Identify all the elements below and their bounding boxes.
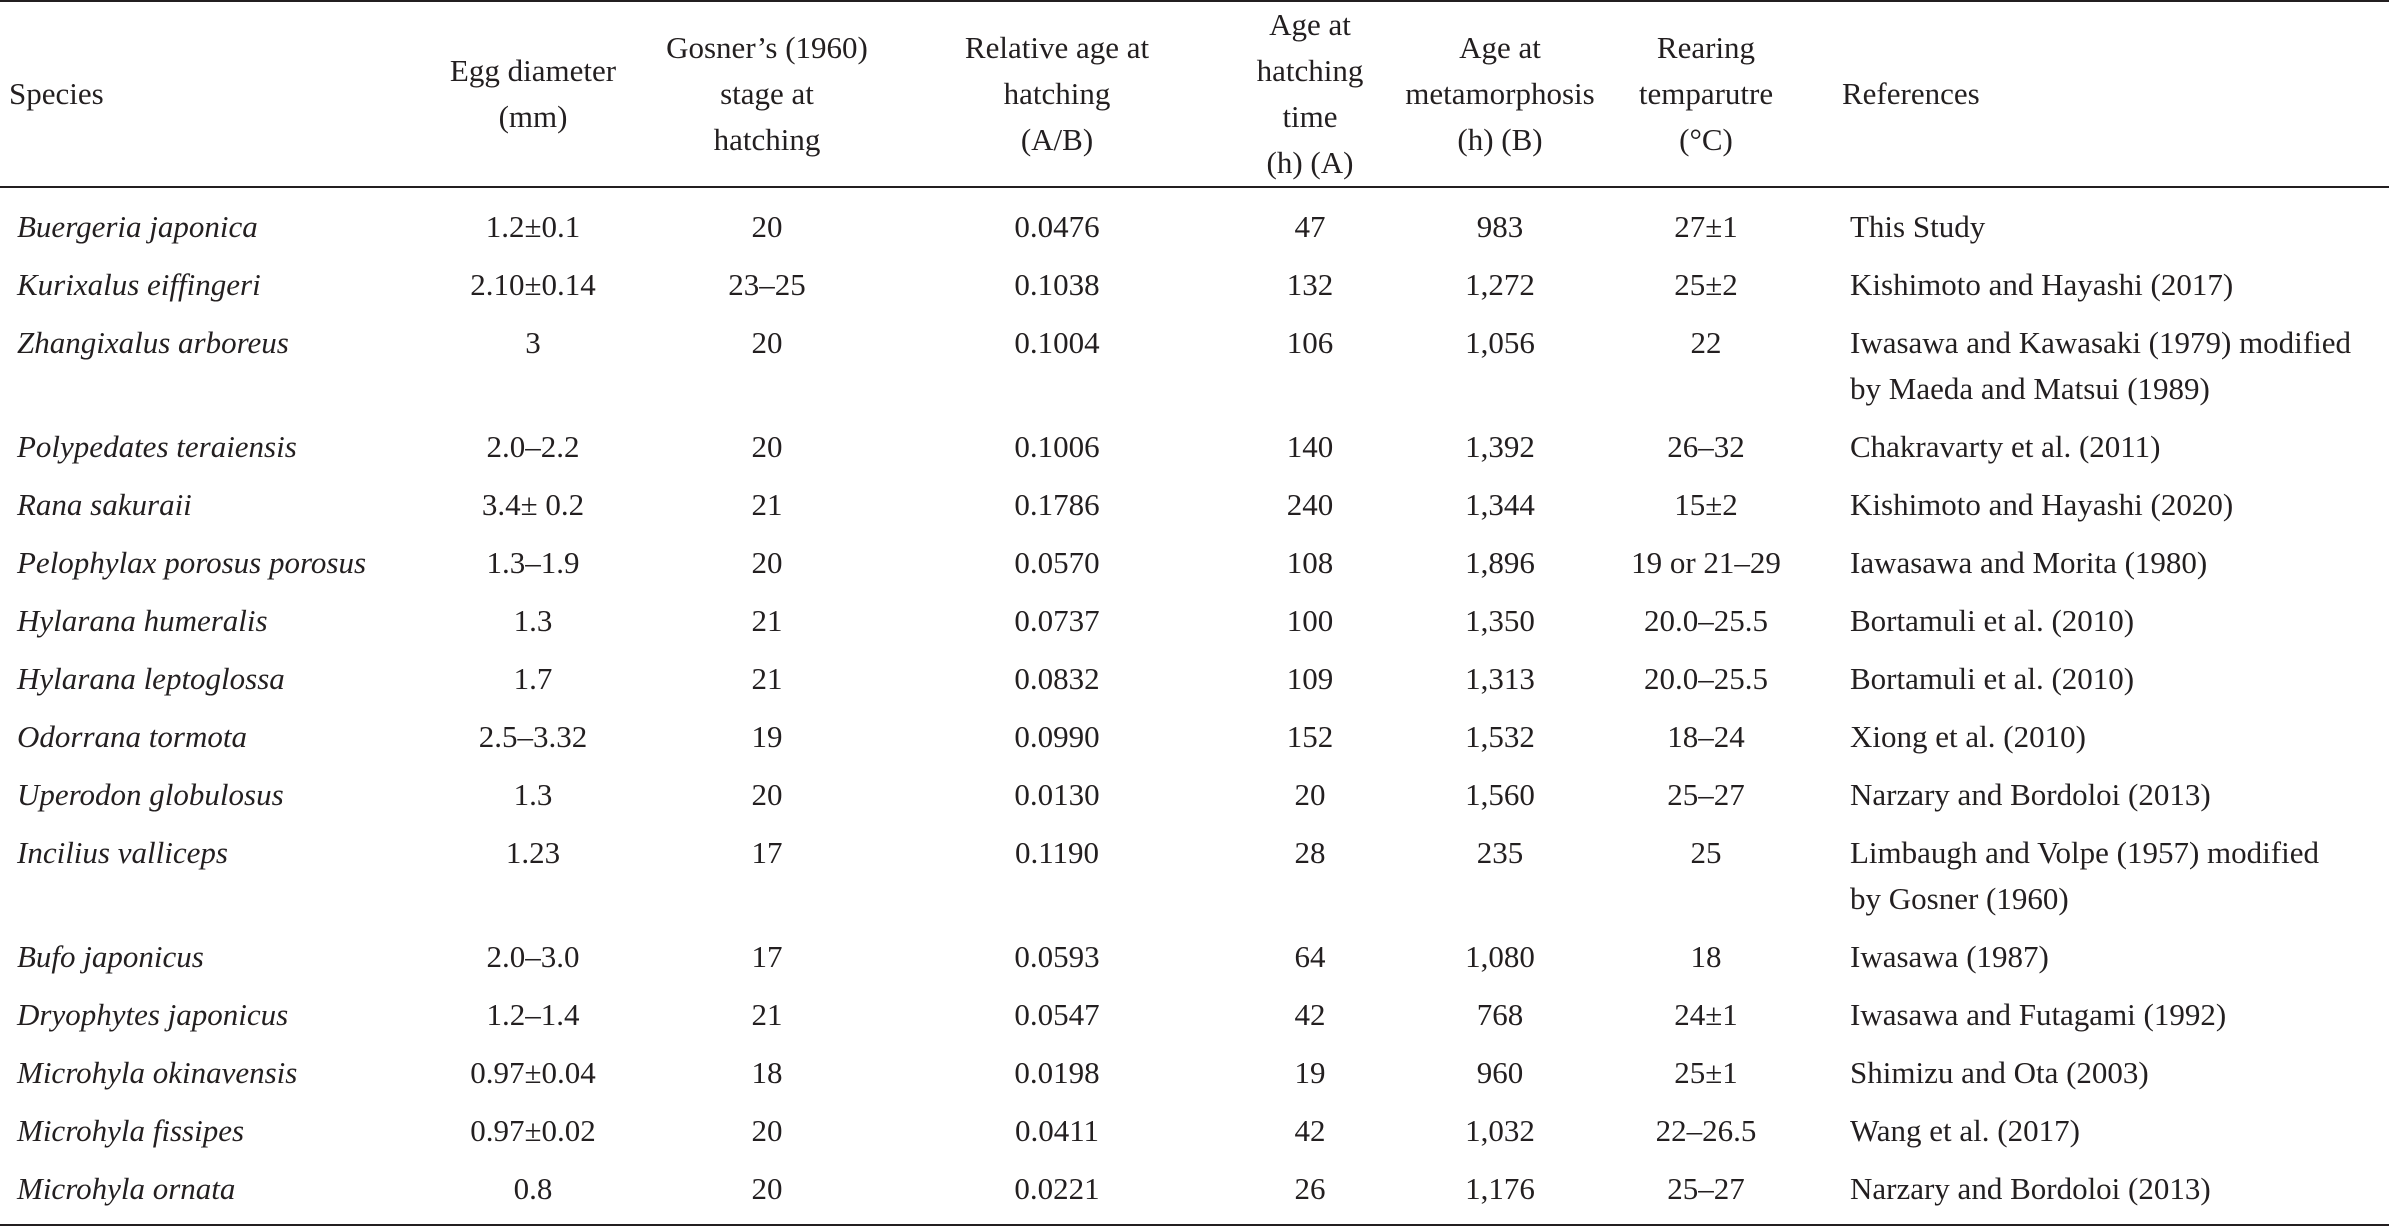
reference-line: Shimizu and Ota (2003)	[1850, 1055, 2149, 1090]
cell-relative-age: 0.0737	[1014, 603, 1100, 638]
cell-relative-age: 0.0832	[1014, 661, 1100, 696]
header-line: metamorphosis	[1405, 76, 1595, 111]
cell-gosner-stage: 20	[751, 777, 783, 812]
cell-species: Microhyla okinavensis	[17, 1055, 298, 1090]
cell-rearing-temperature: 18–24	[1667, 719, 1745, 754]
cell-relative-age: 0.0570	[1014, 545, 1100, 580]
cell-gosner-stage: 21	[751, 603, 783, 638]
header-line: Species	[9, 76, 104, 111]
cell-species: Dryophytes japonicus	[17, 997, 289, 1032]
header-relative-age	[892, 1, 1222, 187]
cell-relative-age: 0.1786	[1014, 487, 1100, 522]
cell-references	[1810, 1050, 2389, 1108]
cell-hatching-age: 47	[1294, 209, 1326, 244]
cell-species: Microhyla ornata	[0, 1166, 424, 1225]
cell-species: Buergeria japonica	[17, 209, 258, 244]
header-line: Relative age at	[964, 30, 1150, 65]
cell-rearing-temperature: 22–26.5	[1655, 1113, 1757, 1148]
cell-egg-diameter: 0.97±0.04	[470, 1055, 596, 1090]
cell-rearing-temperature: 15±2	[1674, 487, 1738, 522]
cell-metamorphosis-age: 1,350	[1465, 603, 1535, 638]
cell-references	[1810, 320, 2389, 424]
header-line: stage at	[720, 76, 814, 111]
table-row	[0, 262, 2389, 320]
reference-line: Iwasawa and Kawasaki (1979) modified	[1850, 325, 2351, 360]
cell-relative-age: 0.1006	[1014, 429, 1100, 464]
cell-egg-diameter: 1.3	[513, 603, 553, 638]
reference-line: by Maeda and Matsui (1989)	[1850, 371, 2210, 406]
cell-rearing-temperature: 24±1	[1674, 997, 1738, 1032]
cell-hatching-age: 28	[1294, 835, 1326, 870]
cell-gosner-stage: 21	[751, 487, 783, 522]
header-line: References	[1842, 76, 1980, 111]
cell-egg-diameter: 2.0–3.0	[486, 939, 580, 974]
cell-egg-diameter: 0.97±0.02	[470, 1113, 596, 1148]
cell-references	[1810, 772, 2389, 830]
cell-species: Odorrana tormota	[17, 719, 247, 754]
reference-line: Chakravarty et al. (2011)	[1850, 429, 2161, 464]
reference-line: Kishimoto and Hayashi (2020)	[1850, 487, 2234, 522]
table-row	[0, 830, 2389, 934]
cell-gosner-stage: 17	[751, 835, 783, 870]
cell-relative-age: 0.0198	[1014, 1055, 1100, 1090]
table-row	[0, 482, 2389, 540]
reference-line: Narzary and Bordoloi (2013)	[1850, 1171, 2211, 1206]
table-body	[0, 187, 2389, 1225]
cell-species: Zhangixalus arboreus	[17, 325, 289, 360]
header-line: Rearing	[1656, 30, 1756, 65]
cell-rearing-temperature: 18	[1690, 939, 1722, 974]
cell-gosner-stage: 19	[751, 719, 783, 754]
header-hatching-age	[1222, 1, 1398, 187]
table-row	[0, 1050, 2389, 1108]
cell-references	[1810, 714, 2389, 772]
cell-metamorphosis-age: 1,344	[1465, 487, 1535, 522]
header-line: Age at	[1459, 30, 1541, 65]
cell-species: Incilius valliceps	[17, 835, 228, 870]
cell-species: Polypedates teraiensis	[17, 429, 297, 464]
table-row	[0, 1108, 2389, 1166]
cell-species: Microhyla fissipes	[17, 1113, 245, 1148]
reference-line: Wang et al. (2017)	[1850, 1113, 2080, 1148]
cell-metamorphosis-age: 1,080	[1465, 939, 1535, 974]
header-line: (A/B)	[1020, 122, 1094, 157]
cell-hatching-age: 42	[1294, 997, 1326, 1032]
cell-hatching-age: 108	[1286, 545, 1334, 580]
reference-line: Kishimoto and Hayashi (2017)	[1850, 267, 2234, 302]
cell-metamorphosis-age: 768	[1476, 997, 1524, 1032]
table-row	[0, 540, 2389, 598]
table-header	[0, 1, 2389, 187]
header-line: Age at	[1269, 7, 1351, 42]
cell-references	[1810, 656, 2389, 714]
cell-egg-diameter: 1.3–1.9	[486, 545, 580, 580]
cell-references	[1810, 830, 2389, 934]
cell-rearing-temperature: 25±1	[1674, 1055, 1738, 1090]
cell-relative-age: 0.0593	[1014, 939, 1100, 974]
header-line: Gosner’s (1960)	[666, 30, 868, 65]
cell-rearing-temperature: 27±1	[1674, 209, 1738, 244]
cell-hatching-age: 240	[1286, 487, 1334, 522]
cell-gosner-stage: 20	[751, 429, 783, 464]
table-row	[0, 772, 2389, 830]
cell-relative-age: 0.1190	[1014, 835, 1100, 870]
header-line: (mm)	[498, 99, 568, 134]
header-line: (h) (A)	[1266, 145, 1354, 180]
reference-line: Limbaugh and Volpe (1957) modified	[1850, 835, 2319, 870]
cell-egg-diameter: 2.0–2.2	[486, 429, 580, 464]
table-row	[0, 598, 2389, 656]
cell-egg-diameter: 2.10±0.14	[470, 267, 596, 302]
cell-relative-age: 0.0990	[1014, 719, 1100, 754]
header-line: (h) (B)	[1457, 122, 1543, 157]
cell-relative-age: 0.1038	[1014, 267, 1100, 302]
reference-line: Iawasawa and Morita (1980)	[1850, 545, 2208, 580]
cell-egg-diameter: 1.23	[505, 835, 561, 870]
cell-metamorphosis-age: 1,532	[1465, 719, 1535, 754]
cell-references	[1810, 540, 2389, 598]
cell-metamorphosis-age: 1,056	[1465, 325, 1535, 360]
cell-rearing-temperature: 25–27	[1602, 1166, 1810, 1225]
cell-relative-age: 0.0411	[1014, 1113, 1100, 1148]
cell-hatching-age: 19	[1294, 1055, 1326, 1090]
cell-species: Hylarana humeralis	[17, 603, 268, 638]
table-row	[0, 656, 2389, 714]
cell-gosner-stage: 21	[751, 661, 783, 696]
cell-species: Uperodon globulosus	[17, 777, 284, 812]
header-references	[1810, 1, 2389, 187]
header-line: hatching	[1003, 76, 1111, 111]
cell-rearing-temperature: 20.0–25.5	[1644, 603, 1768, 638]
cell-metamorphosis-age: 960	[1476, 1055, 1524, 1090]
cell-hatching-age: 42	[1294, 1113, 1326, 1148]
cell-egg-diameter: 3	[525, 325, 541, 360]
table-row	[0, 424, 2389, 482]
cell-metamorphosis-age: 1,560	[1465, 777, 1535, 812]
table-row	[0, 1166, 2389, 1225]
reference-line: Bortamuli et al. (2010)	[1850, 603, 2135, 638]
cell-references	[1810, 482, 2389, 540]
cell-gosner-stage: 17	[751, 939, 783, 974]
cell-egg-diameter: 2.5–3.32	[478, 719, 588, 754]
cell-relative-age: 0.0547	[1014, 997, 1100, 1032]
cell-relative-age: 0.0476	[1014, 209, 1100, 244]
header-line: Egg diameter	[449, 53, 617, 88]
cell-references	[1810, 992, 2389, 1050]
cell-species: Rana sakuraii	[17, 487, 192, 522]
reference-line: Iwasawa (1987)	[1850, 939, 2049, 974]
cell-gosner-stage: 20	[642, 1166, 892, 1225]
cell-metamorphosis-age: 235	[1476, 835, 1524, 870]
cell-metamorphosis-age: 1,272	[1465, 267, 1535, 302]
cell-egg-diameter: 3.4± 0.2	[481, 487, 585, 522]
cell-hatching-age: 140	[1286, 429, 1334, 464]
cell-hatching-age: 100	[1286, 603, 1334, 638]
cell-hatching-age: 109	[1286, 661, 1334, 696]
cell-hatching-age: 132	[1286, 267, 1334, 302]
table-row	[0, 934, 2389, 992]
cell-metamorphosis-age: 1,032	[1465, 1113, 1535, 1148]
cell-metamorphosis-age: 1,176	[1398, 1166, 1602, 1225]
cell-relative-age: 0.0221	[892, 1166, 1222, 1225]
cell-references	[1810, 1108, 2389, 1166]
cell-rearing-temperature: 22	[1690, 325, 1722, 360]
cell-hatching-age: 64	[1294, 939, 1326, 974]
cell-relative-age: 0.0130	[1014, 777, 1100, 812]
cell-egg-diameter: 1.2–1.4	[486, 997, 580, 1032]
cell-references	[1810, 262, 2389, 320]
cell-references	[1810, 598, 2389, 656]
header-row	[0, 1, 2389, 187]
header-line: hatching time	[1256, 53, 1364, 134]
table-row	[0, 714, 2389, 772]
cell-rearing-temperature: 25±2	[1674, 267, 1738, 302]
cell-relative-age: 0.1004	[1014, 325, 1100, 360]
cell-gosner-stage: 23–25	[728, 267, 806, 302]
header-egg-diameter	[424, 1, 642, 187]
cell-rearing-temperature: 19 or 21–29	[1631, 545, 1781, 580]
cell-gosner-stage: 20	[751, 545, 783, 580]
cell-gosner-stage: 20	[751, 325, 783, 360]
cell-rearing-temperature: 25	[1690, 835, 1722, 870]
cell-hatching-age: 106	[1286, 325, 1334, 360]
cell-gosner-stage: 20	[751, 209, 783, 244]
header-gosner-stage	[642, 1, 892, 187]
cell-species: Pelophylax porosus porosus	[17, 545, 367, 580]
cell-metamorphosis-age: 1,313	[1465, 661, 1535, 696]
cell-hatching-age: 26	[1222, 1166, 1398, 1225]
cell-rearing-temperature: 26–32	[1667, 429, 1745, 464]
reference-line: Narzary and Bordoloi (2013)	[1850, 777, 2211, 812]
reference-line: Iwasawa and Futagami (1992)	[1850, 997, 2227, 1032]
cell-egg-diameter: 1.2±0.1	[485, 209, 581, 244]
cell-metamorphosis-age: 1,392	[1465, 429, 1535, 464]
cell-egg-diameter: 1.3	[513, 777, 553, 812]
cell-species: Kurixalus eiffingeri	[17, 267, 261, 302]
header-line: temparutre	[1638, 76, 1774, 111]
cell-species: Hylarana leptoglossa	[17, 661, 285, 696]
cell-rearing-temperature: 20.0–25.5	[1644, 661, 1768, 696]
reference-line: by Gosner (1960)	[1850, 881, 2069, 916]
header-rearing-temperature	[1602, 1, 1810, 187]
cell-gosner-stage: 18	[751, 1055, 783, 1090]
table-row	[0, 187, 2389, 262]
cell-hatching-age: 152	[1286, 719, 1334, 754]
cell-references	[1810, 424, 2389, 482]
cell-references	[1810, 1166, 2389, 1225]
cell-metamorphosis-age: 1,896	[1465, 545, 1535, 580]
cell-hatching-age: 20	[1294, 777, 1326, 812]
cell-metamorphosis-age: 983	[1476, 209, 1524, 244]
cell-gosner-stage: 20	[751, 1113, 783, 1148]
cell-gosner-stage: 21	[751, 997, 783, 1032]
header-species	[0, 1, 424, 187]
cell-egg-diameter: 1.7	[513, 661, 553, 696]
table-row	[0, 320, 2389, 424]
reference-line: This Study	[1850, 209, 1986, 244]
cell-egg-diameter: 0.8	[424, 1166, 642, 1225]
header-metamorphosis-age	[1398, 1, 1602, 187]
header-line: (°C)	[1679, 122, 1733, 157]
reference-line: Bortamuli et al. (2010)	[1850, 661, 2135, 696]
reference-line: Xiong et al. (2010)	[1850, 719, 2086, 754]
cell-rearing-temperature: 25–27	[1667, 777, 1745, 812]
header-line: hatching	[713, 122, 821, 157]
table-row	[0, 992, 2389, 1050]
cell-references	[1810, 187, 2389, 262]
cell-species: Bufo japonicus	[17, 939, 204, 974]
cell-references	[1810, 934, 2389, 992]
